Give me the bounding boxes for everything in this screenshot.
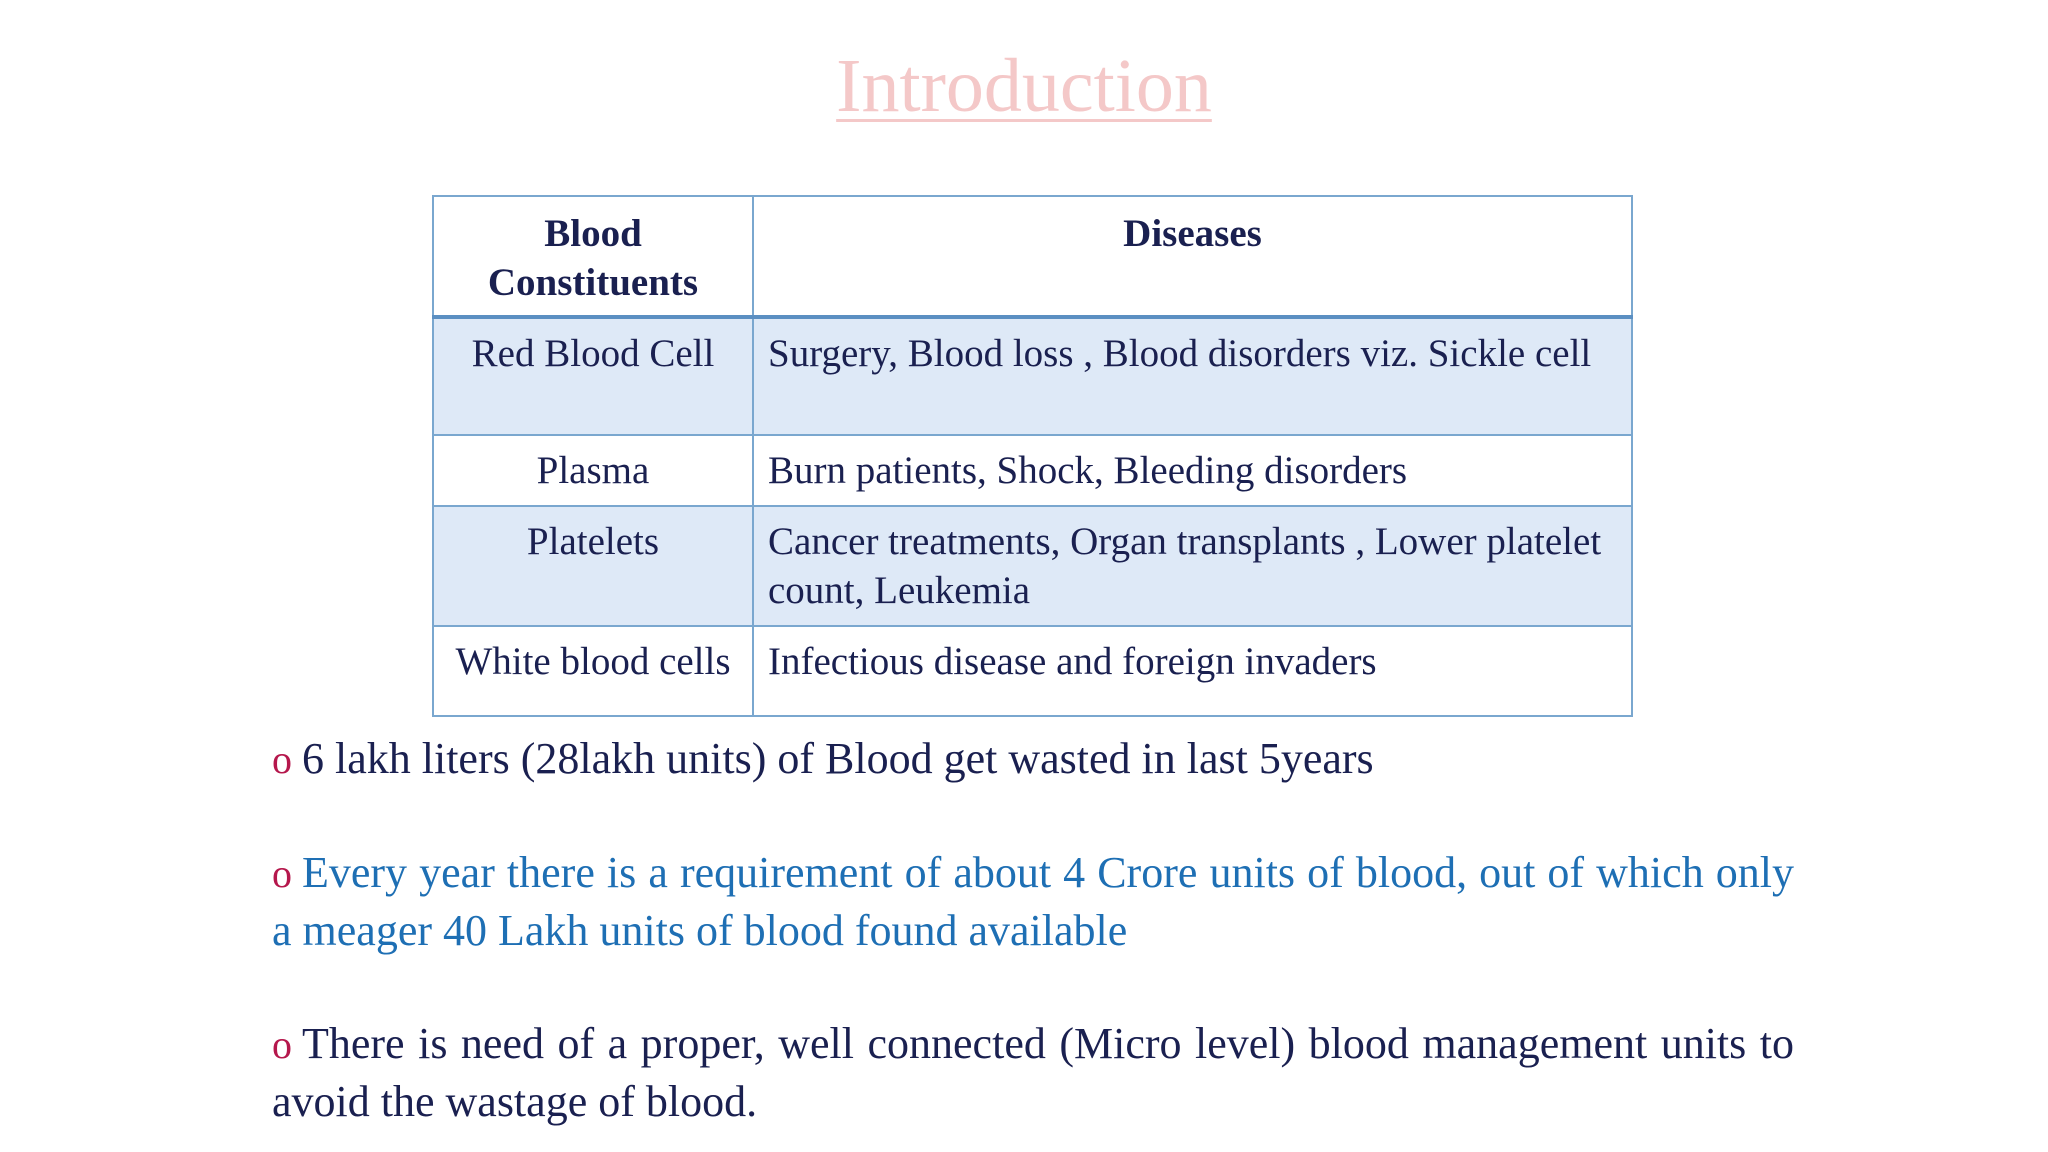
- bullet-item: [272, 1015, 1794, 1130]
- cell-diseases: Burn patients, Shock, Bleeding disorders: [753, 435, 1632, 506]
- cell-constituent: Red Blood Cell: [433, 317, 753, 435]
- bullet-item: [272, 844, 1794, 959]
- cell-diseases: Surgery, Blood loss , Blood disorders viz. Sickle cell: [753, 317, 1632, 435]
- cell-diseases: Infectious disease and foreign invaders: [753, 626, 1632, 716]
- bullet-item: [272, 730, 1794, 788]
- bullet-text: Every year there is a requirement of about 4 Crore units of blood, out of which only a meager 40 Lakh units of blood found available: [272, 848, 1794, 955]
- bullet-marker-icon: o: [272, 851, 292, 896]
- cell-diseases: Cancer treatments, Organ transplants , Lower platelet count, Leukemia: [753, 506, 1632, 626]
- table-row: [433, 506, 1632, 626]
- bullet-text: There is need of a proper, well connected (Micro level) blood management units to avoid the wastage of blood.: [272, 1019, 1794, 1126]
- cell-constituent: Platelets: [433, 506, 753, 626]
- bullet-text: 6 lakh liters (28lakh units) of Blood get wasted in last 5years: [302, 734, 1374, 783]
- bullet-marker-icon: o: [272, 1022, 292, 1067]
- cell-constituent: White blood cells: [433, 626, 753, 716]
- table-row: [433, 435, 1632, 506]
- header-blood-constituents: Blood Constituents: [433, 196, 753, 317]
- table-row: [433, 317, 1632, 435]
- bullet-list: [272, 730, 1794, 1130]
- table-row: [433, 626, 1632, 716]
- slide-title: Introduction: [836, 44, 1212, 128]
- blood-constituents-table: [432, 195, 1633, 717]
- table-header-row: [433, 196, 1632, 317]
- header-diseases: Diseases: [753, 196, 1632, 317]
- bullet-marker-icon: o: [272, 737, 292, 782]
- cell-constituent: Plasma: [433, 435, 753, 506]
